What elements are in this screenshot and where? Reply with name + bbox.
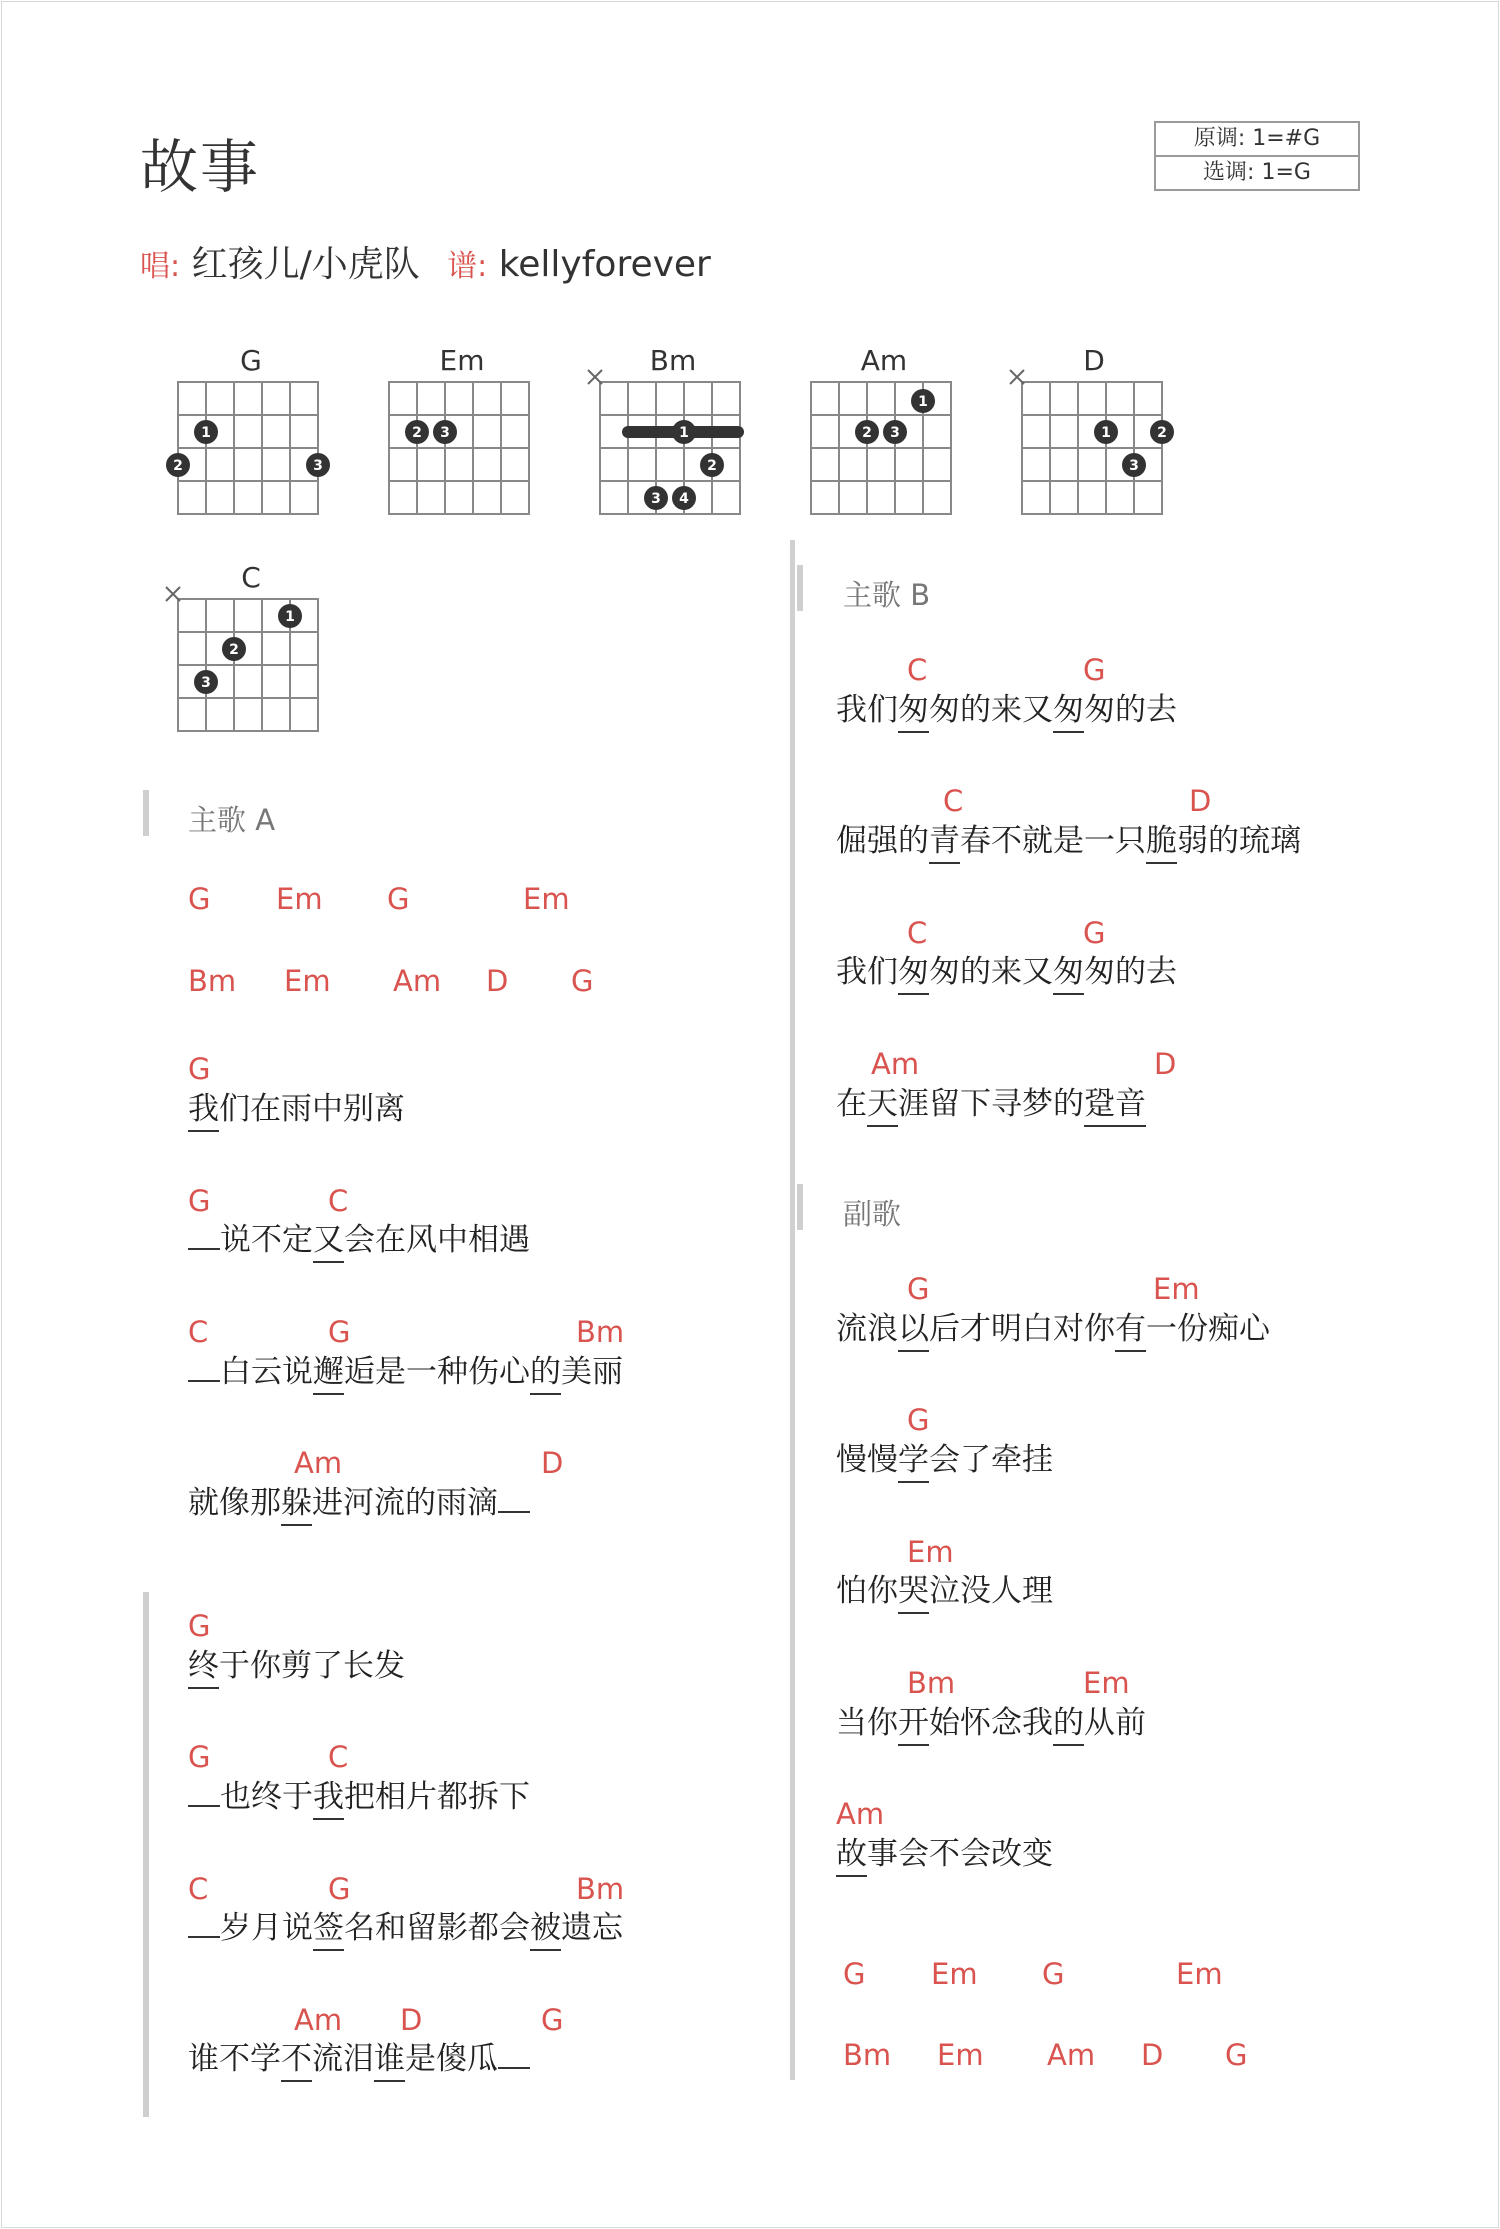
lyric-text: 怕你 [836, 1573, 898, 1609]
chord-label: G [188, 1609, 211, 1643]
svg-text:1: 1 [285, 609, 295, 625]
outro-chord: Am [1047, 2038, 1096, 2072]
lyric-text: 把相片都拆下 [344, 1779, 530, 1815]
lyric-char: 邂 [313, 1346, 344, 1391]
lyric-text: 匆的来又 [929, 692, 1053, 728]
chord-label: G [328, 1872, 351, 1906]
lyric-text: 名和留影都会 [344, 1910, 530, 1946]
outro-chord: G [1225, 2038, 1248, 2072]
lyric-line [836, 815, 1301, 860]
lyric-text: 我们 [836, 954, 898, 990]
transcriber-name: kellyforever [498, 244, 711, 285]
section-bar-verse-a2 [143, 1592, 149, 2117]
lyric-line [836, 1828, 1053, 1873]
lyric-line [836, 1078, 1146, 1123]
chord-diagram-am [803, 378, 963, 528]
svg-text:1: 1 [201, 425, 211, 441]
svg-text:2: 2 [412, 425, 422, 441]
chord-name-em: Em [439, 344, 485, 377]
chord-label: Bm [576, 1315, 625, 1349]
chord-label: G [1083, 916, 1106, 950]
chord-diagram-c [170, 595, 330, 745]
chord-label: G [541, 2003, 564, 2037]
svg-text:1: 1 [918, 394, 928, 410]
lyric-line [188, 1214, 530, 1259]
chord-label: Em [907, 1535, 954, 1569]
outro-chord: Bm [843, 2038, 892, 2072]
chord-label: G [188, 1740, 211, 1774]
chord-label: G [907, 1272, 930, 1306]
svg-text:3: 3 [1129, 458, 1139, 474]
outro-chord: Em [931, 1957, 978, 1991]
lyric-char: 的 [530, 1346, 561, 1391]
lyric-text: 弱的琉璃 [1177, 823, 1301, 859]
chord-label: C [188, 1872, 209, 1906]
svg-text:4: 4 [679, 491, 689, 507]
blank-slot [188, 1354, 220, 1382]
chosen-key: 选调: 1=G [1203, 160, 1311, 185]
lyric-line [188, 1640, 405, 1685]
key-box [1154, 121, 1360, 191]
lyric-text: 事会不会改变 [867, 1836, 1053, 1872]
lyric-line [836, 684, 1177, 729]
intro-chord: Am [393, 964, 442, 998]
chord-label: C [943, 784, 964, 818]
intro-chord: Em [284, 964, 331, 998]
chord-label: C [328, 1740, 349, 1774]
svg-text:2: 2 [173, 458, 183, 474]
singer-label: 唱: [140, 249, 181, 284]
lyric-char: 签 [313, 1902, 344, 1947]
lyric-text: 春不就是一只 [960, 823, 1146, 859]
lyric-text: 当你 [836, 1705, 898, 1741]
lyric-text: 慢慢 [836, 1442, 898, 1478]
section-label-verse-b: 主歌 B [843, 578, 931, 612]
section-label-chorus: 副歌 [843, 1197, 902, 1231]
lyric-char: 我 [313, 1771, 344, 1816]
lyric-line [188, 1477, 530, 1522]
lyric-text: 涯留下寻梦的 [898, 1086, 1084, 1122]
lyric-text: 谁不学 [188, 2041, 281, 2077]
outro-chord: G [843, 1957, 866, 1991]
chord-label: C [907, 916, 928, 950]
lyric-line [188, 1771, 530, 1816]
section-bar-verse-a [143, 790, 149, 836]
lyric-text: 匆的去 [1084, 954, 1177, 990]
lyric-text: 一份痴心 [1146, 1311, 1270, 1347]
lyric-char: 青 [929, 815, 960, 860]
svg-text:3: 3 [651, 491, 661, 507]
lyric-char: 匆 [898, 684, 929, 729]
chord-name-d: D [1083, 344, 1105, 377]
svg-text:3: 3 [313, 458, 323, 474]
lyric-text: 流浪 [836, 1311, 898, 1347]
lyric-char: 匆 [1053, 946, 1084, 991]
chord-name-am: Am [860, 344, 908, 377]
chord-diagram-bm [592, 378, 752, 528]
chord-label: G [188, 1184, 211, 1218]
lyric-text: 说不定 [220, 1222, 313, 1258]
chord-label: D [400, 2003, 423, 2037]
section-label-verse-a: 主歌 A [188, 803, 276, 837]
chord-label: Am [294, 2003, 343, 2037]
lyric-char: 我 [188, 1083, 219, 1128]
chord-label: C [188, 1315, 209, 1349]
chord-label: Am [871, 1047, 920, 1081]
chord-label: G [907, 1403, 930, 1437]
lyric-text: 逅是一种伤心 [344, 1354, 530, 1390]
lyric-text: 倔强的 [836, 823, 929, 859]
chord-name-g: G [240, 344, 262, 377]
lyric-text: 美丽 [561, 1354, 623, 1390]
section-bar-verse-b [797, 565, 803, 611]
lyric-text: 泣没人理 [929, 1573, 1053, 1609]
chord-label: G [328, 1315, 351, 1349]
blank-slot [188, 1779, 220, 1807]
lyric-line [188, 1902, 623, 1947]
singer-name: 红孩儿/小虎队 [191, 244, 420, 285]
lyric-text: 始怀念我 [929, 1705, 1053, 1741]
lyric-text: 们在雨中别离 [219, 1091, 405, 1127]
lyric-char: 的 [1053, 1697, 1084, 1742]
lyric-char: 匆 [1053, 684, 1084, 729]
chord-label: Bm [576, 1872, 625, 1906]
chord-label: G [188, 1052, 211, 1086]
intro-chord: G [188, 882, 211, 916]
chord-name-bm: Bm [649, 344, 697, 377]
lyric-char: 不 [281, 2033, 312, 2078]
svg-text:3: 3 [890, 425, 900, 441]
outro-chord: G [1042, 1957, 1065, 1991]
lyric-text: 从前 [1084, 1705, 1146, 1741]
lyric-text: 我们 [836, 692, 898, 728]
outro-chord: D [1141, 2038, 1164, 2072]
blank-slot [498, 1485, 530, 1513]
lyric-text: 滴 [467, 1485, 498, 1521]
lyric-text: 流泪 [312, 2041, 374, 2077]
svg-text:3: 3 [440, 425, 450, 441]
lyric-text: 也终于 [220, 1779, 313, 1815]
svg-text:3: 3 [201, 675, 211, 691]
lyric-char: 脆 [1146, 815, 1177, 860]
lyric-text: 是傻 [405, 2041, 467, 2077]
intro-chord: G [387, 882, 410, 916]
lyric-char: 音 [1115, 1078, 1146, 1123]
lyric-text: 进河流的雨 [312, 1485, 467, 1521]
lyric-text: 遗忘 [561, 1910, 623, 1946]
chord-diagram-em [381, 378, 541, 528]
chord-label: Am [294, 1446, 343, 1480]
lyric-char: 躲 [281, 1477, 312, 1522]
chord-label: Am [836, 1797, 885, 1831]
lyric-line [836, 1697, 1146, 1742]
lyric-text: 后才明白对你 [929, 1311, 1115, 1347]
lyric-char: 匆 [898, 946, 929, 991]
svg-text:2: 2 [1157, 425, 1167, 441]
lyric-char: 以 [898, 1303, 929, 1348]
chord-diagram-g [170, 378, 330, 528]
outro-chord: Em [1176, 1957, 1223, 1991]
svg-text:1: 1 [679, 425, 689, 441]
chord-label: Bm [907, 1666, 956, 1700]
blank-slot [188, 1222, 220, 1250]
lyric-char: 天 [867, 1078, 898, 1123]
song-title: 故事 [140, 133, 261, 201]
chord-name-c: C [241, 561, 261, 594]
svg-text:2: 2 [229, 642, 239, 658]
lyric-line [188, 2033, 530, 2078]
lyric-char: 终 [188, 1640, 219, 1685]
lyric-text: 瓜 [467, 2041, 498, 2077]
lyric-text: 于你剪了长发 [219, 1648, 405, 1684]
section-bar-chorus [797, 1184, 803, 1230]
intro-chord: G [571, 964, 594, 998]
lyric-char: 学 [898, 1434, 929, 1479]
blank-slot [188, 1910, 220, 1938]
lyric-text: 在 [836, 1086, 867, 1122]
credits [140, 236, 711, 287]
lyric-line [836, 1565, 1053, 1610]
transcriber-label: 谱: [447, 249, 488, 284]
lyric-char: 有 [1115, 1303, 1146, 1348]
column-divider [790, 540, 795, 2080]
lyric-char: 开 [898, 1697, 929, 1742]
chord-label: Em [1153, 1272, 1200, 1306]
lyric-text: 岁月说 [220, 1910, 313, 1946]
outro-chord: Em [937, 2038, 984, 2072]
lyric-line [836, 1434, 1053, 1479]
chord-diagram-d [1014, 378, 1174, 528]
svg-text:2: 2 [707, 458, 717, 474]
lyric-char: 故 [836, 1828, 867, 1873]
lyric-char: 又 [313, 1214, 344, 1259]
lyric-char: 哭 [898, 1565, 929, 1610]
intro-chord: Em [523, 882, 570, 916]
lyric-text: 就像那 [188, 1485, 281, 1521]
lyric-line [836, 946, 1177, 991]
lyric-text: 会了牵挂 [929, 1442, 1053, 1478]
lyric-line [836, 1303, 1270, 1348]
chord-label: D [1189, 784, 1212, 818]
lyric-line [188, 1346, 623, 1391]
intro-chord: D [486, 964, 509, 998]
chord-label: C [907, 653, 928, 687]
lyric-char: 谁 [374, 2033, 405, 2078]
intro-chord: Em [276, 882, 323, 916]
chord-label: Em [1083, 1666, 1130, 1700]
lyric-text: 会在风中相遇 [344, 1222, 530, 1258]
original-key: 原调: 1=#G [1156, 123, 1358, 157]
lyric-line [188, 1083, 405, 1128]
chord-label: D [1154, 1047, 1177, 1081]
lyric-text: 白云说 [220, 1354, 313, 1390]
lyric-char: 被 [530, 1902, 561, 1947]
svg-text:2: 2 [862, 425, 872, 441]
svg-text:1: 1 [1101, 425, 1111, 441]
chord-label: G [1083, 653, 1106, 687]
chord-label: D [541, 1446, 564, 1480]
lyric-text: 匆的去 [1084, 692, 1177, 728]
lyric-text: 匆的来又 [929, 954, 1053, 990]
chord-label: C [328, 1184, 349, 1218]
lyric-char: 跫 [1084, 1078, 1115, 1123]
intro-chord: Bm [188, 964, 237, 998]
blank-slot [498, 2041, 530, 2069]
